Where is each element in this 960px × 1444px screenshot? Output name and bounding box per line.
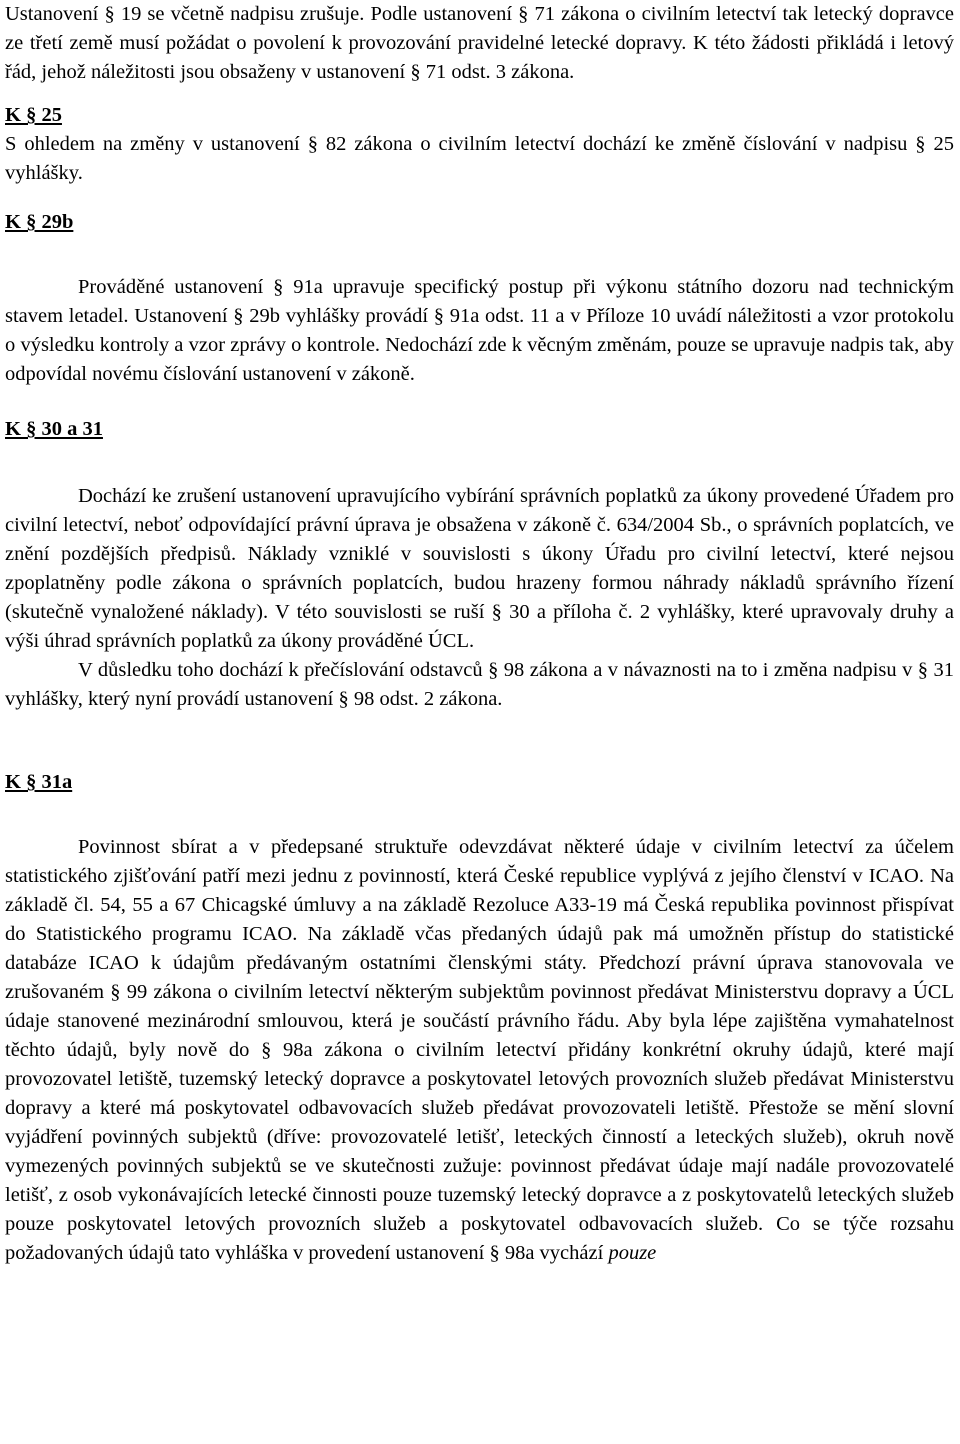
section-k30-paragraph-1: Dochází ke zrušení ustanovení upravujícího vybírání správních poplatků za úkony provedené Úřadem pro civilní letectví, neboť odpovídající právní úprava je obsažena v zákoně č. 634/2004 Sb., o správních poplatcích, ve znění pozdějších předpisů. Náklady vzniklé v souvislosti s úkony Úřadu pro civilní letectví, které nejsou zpoplatněny podle zákona o správních poplatcích, budou hrazeny formou náhrady nákladů správního řízení (skutečně vynaložené náklady). V této souvislosti se ruší § 30 a příloha č. 2 vyhlášky, které upravovaly druhy a výši úhrad správních poplatků za úkony prováděné ÚCL.	[5, 485, 954, 652]
section-k25-paragraph: S ohledem na změny v ustanovení § 82 zákona o civilním letectví dochází ke změně číslování v nadpisu § 25 vyhlášky.	[5, 133, 954, 184]
section-heading-k25: K § 25	[5, 104, 62, 126]
section-k30-paragraph-2: V důsledku toho dochází k přečíslování odstavců § 98 zákona a v návaznosti na to i změna nadpisu v § 31 vyhlášky, který nyní provádí ustanovení § 98 odst. 2 zákona.	[5, 659, 954, 710]
section-k31a-text: Povinnost sbírat a v předepsané struktuře odevzdávat některé údaje v civilním letectví za účelem statistického zjišťování patří mezi jednu z povinností, která České republice vyplývá z jejího členství v ICAO. Na základě čl. 54, 55 a 67 Chicagské úmluvy a na základě Rezoluce A33-19 má Česká republika povinnost přispívat do Statistického programu ICAO. Na základě včas předaných údajů pak má umožněn přístup do statistické databáze ICAO k údajům předávaným ostatními členskými státy. Předchozí právní úprava stanovovala ve zrušovaném § 99 zákona o civilním letectví některým subjektům povinnost předávat Ministerstvu dopravy a ÚCL údaje stanovené mezinárodní smlouvou, která je součástí právního řádu. Aby byla lépe zajištěna vymahatelnost těchto údajů, byly nově do § 98a zákona o civilním letectví přidány konkrétní okruhy údajů, které mají provozovatel letiště, tuzemský letecký dopravce a poskytovatel letových provozních služeb předávat Ministerstvu dopravy a které má poskytovatel odbavovacích služeb předávat provozovateli letiště. Přestože se mění slovní vyjádření povinných subjektů (dříve: provozovatelé letišť, leteckých činností a leteckých služeb), okruh nově vymezených povinných subjektů se ve skutečnosti zužuje: povinnost předávat údaje mají nadále provozovatelé letišť, z osob vykonávajících letecké činnosti pouze tuzemský letecký dopravce a z poskytovatelů leteckých služeb pouze poskytovatel letových provozních služeb a poskytovatel odbavovacích služeb. Co se týče rozsahu požadovaných údajů tato vyhláška v provedení ustanovení § 98a vychází	[5, 836, 954, 1264]
section-k29b-paragraph: Prováděné ustanovení § 91a upravuje specifický postup při výkonu státního dozoru nad technickým stavem letadel. Ustanovení § 29b vyhlášky provádí § 91a odst. 11 a v Příloze 10 uvádí náležitosti a vzor protokolu o výsledku kontroly a vzor zprávy o kontrole. Nedochází zde k věcným změnám, pouze se upravuje nadpis tak, aby odpovídal novému číslování ustanovení v zákoně.	[5, 276, 954, 385]
section-k31a-italic-tail: pouze	[608, 1242, 657, 1264]
section-k31a-paragraph	[5, 833, 954, 1268]
section-heading-k31a: K § 31a	[5, 771, 73, 793]
intro-paragraph: Ustanovení § 19 se včetně nadpisu zrušuje. Podle ustanovení § 71 zákona o civilním letectví tak letecký dopravce ze třetí země musí požádat o povolení k provozování pravidelné letecké dopravy. K této žádosti přikládá i letový řád, jehož náležitosti jsou obsaženy v ustanovení § 71 odst. 3 zákona.	[5, 3, 954, 83]
section-heading-k30-31: K § 30 a 31	[5, 418, 103, 440]
section-heading-k29b: K § 29b	[5, 211, 74, 233]
